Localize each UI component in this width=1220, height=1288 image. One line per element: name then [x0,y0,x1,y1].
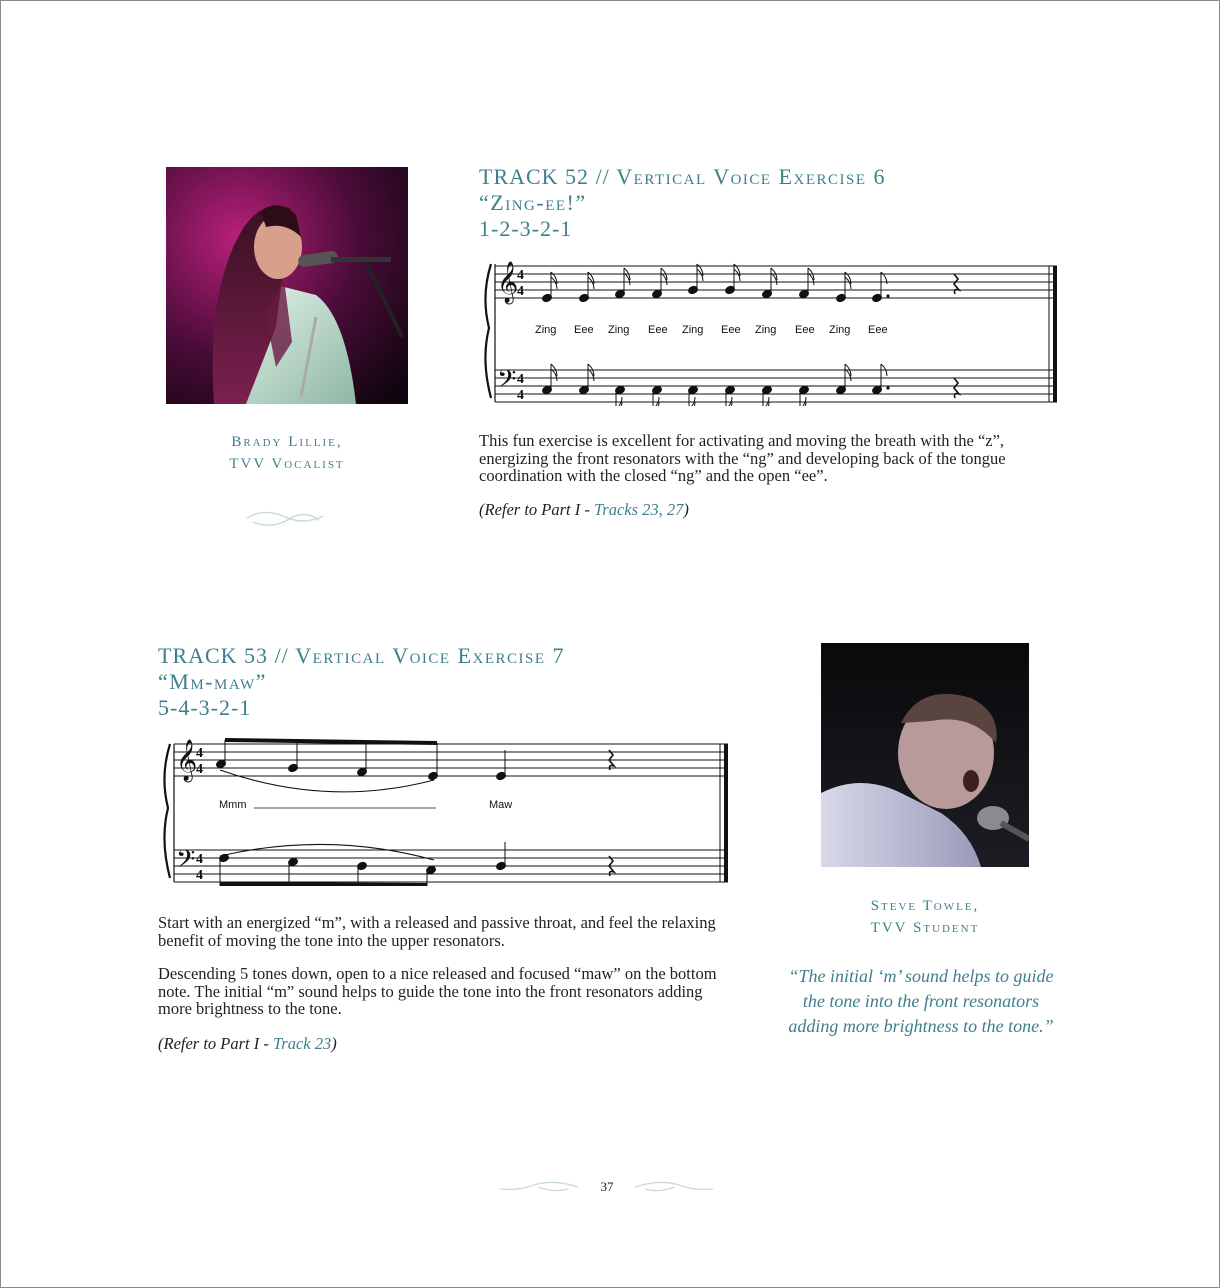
exercise-name: “Mm-maw” [158,669,267,694]
caption-role: TVV Vocalist [229,456,345,472]
lyric: Mmm [219,799,247,811]
separator: // [268,643,296,668]
exercise-pattern: 5-4-3-2-1 [158,695,252,720]
exercise6-heading [479,164,1199,242]
singer-photo-illustration [166,167,408,404]
score-exercise6 [479,256,1064,406]
lyrics-row [535,324,888,336]
lyric: Eee [795,324,815,336]
score-exercise7 [158,736,733,886]
refer-suffix: ) [683,500,689,519]
lyric: Eee [721,324,741,336]
lyric: Eee [648,324,668,336]
quarter-rest-icon [954,274,959,294]
svg-text:4: 4 [517,388,524,403]
bass-staff [495,370,1057,402]
bass-notes [219,842,614,886]
exercise6-description: This fun exercise is excellent for activating and moving the breath with the “z”, energizing the front resonators with the “ng” and developing back of the tongue coordination with the closed “ng” and the open “ee”. [479,431,1006,485]
lyric: Zing [535,324,557,336]
svg-text:4: 4 [196,852,203,867]
treble-clef-icon: 𝄞 [176,740,198,781]
footer-ornament-right [633,1177,715,1197]
exercise7-reference [158,1034,558,1054]
exercise7-paragraph-2: Descending 5 tones down, open to a nice released and focused “maw” on the bottom note. The initial “m” sound helps to guide the tone into the front resonators adding more brightness to the tone. [158,964,717,1018]
refer-prefix: (Refer to Part I - [158,1034,274,1053]
exercise7-heading [158,643,778,721]
caption-name: Brady Lillie, [231,434,343,450]
pull-quote: “The initial ‘m’ sound helps to guide the tone into the front resonators adding more brightness to the tone.” [788,966,1054,1036]
lyric: Zing [608,324,630,336]
treble-staff [495,266,1057,298]
treble-clef-icon: 𝄞 [497,262,519,303]
time-signature [196,746,203,883]
svg-text:4: 4 [517,284,524,299]
svg-text:4: 4 [196,746,203,761]
page-number: 37 [600,1179,614,1194]
photo-brady-lillie [166,167,408,404]
exercise-title: Vertical Voice Exercise 6 [616,164,887,189]
exercise7-title-line [158,643,778,669]
exercise-pattern: 1-2-3-2-1 [479,216,573,241]
lyric: Eee [868,324,888,336]
footer-ornament-left [498,1177,580,1197]
time-signature [517,268,524,403]
grand-staff-brace [164,744,170,878]
lyric: Zing [682,324,704,336]
bass-staff [174,850,728,882]
photo-steve-towle [821,643,1029,867]
separator: // [589,164,617,189]
caption-role: TVV Student [870,920,980,936]
track-reference-link[interactable]: Tracks 23, 27 [594,500,684,519]
refer-suffix: ) [331,1034,337,1053]
exercise6-reference [479,500,979,520]
grand-staff-brace [485,264,491,398]
quarter-rest-icon [954,378,959,398]
lyric: Eee [574,324,594,336]
lyric: Zing [829,324,851,336]
caption-brady-lillie [166,431,408,475]
svg-text:4: 4 [517,372,524,387]
slur [220,770,434,792]
track-number: TRACK 53 [158,643,269,668]
caption-steve-towle [821,895,1029,939]
bass-clef-icon: 𝄢 [176,845,196,880]
svg-text:4: 4 [196,762,203,777]
exercise-title: Vertical Voice Exercise 7 [295,643,566,668]
track-number: TRACK 52 [479,164,590,189]
exercise6-title-line [479,164,1199,190]
lyrics-row [219,799,512,811]
svg-text:4: 4 [517,268,524,283]
lyric: Zing [755,324,777,336]
exercise7-paragraph-1: Start with an energized “m”, with a released and passive throat, and feel the relaxing benefit of moving the tone into the upper resonators. [158,913,716,950]
exercise-name: “Zing-ee!” [479,190,587,215]
svg-text:4: 4 [196,868,203,883]
singer-photo-illustration [821,643,1029,867]
lyric: Maw [489,799,513,811]
treble-staff [174,744,728,776]
caption-name: Steve Towle, [870,898,980,914]
treble-notes [542,264,959,303]
bass-clef-icon: 𝄢 [497,365,517,400]
flourish-ornament [243,506,327,530]
track-reference-link[interactable]: Track 23 [273,1034,332,1053]
refer-prefix: (Refer to Part I - [479,500,595,519]
